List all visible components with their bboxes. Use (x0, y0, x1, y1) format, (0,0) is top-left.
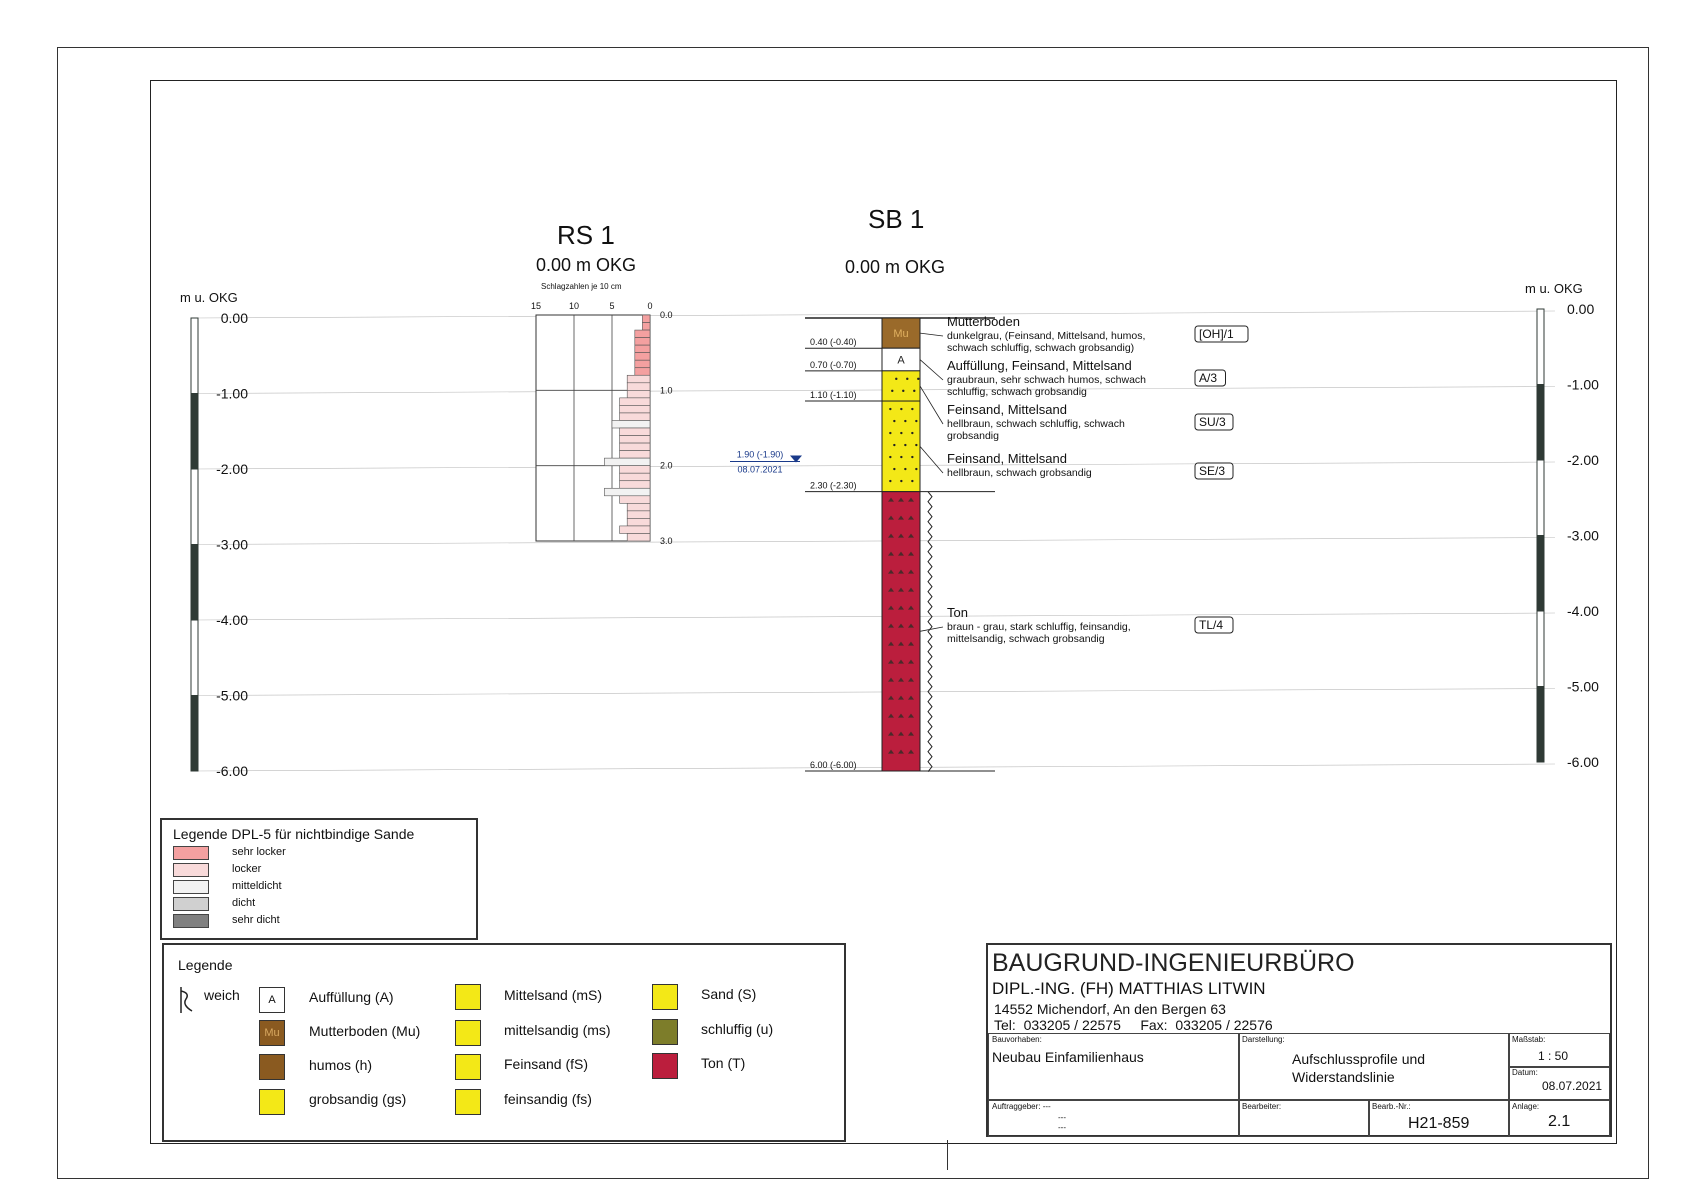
rs1-blow-bar (604, 458, 650, 466)
dpl-swatch-dicht (173, 897, 209, 911)
rs1-blow-bar (620, 405, 650, 413)
sb1-layer-code (1195, 463, 1233, 479)
weich-label: weich (204, 987, 240, 1003)
sand-dot (915, 444, 917, 446)
rs1-title: RS 1 (557, 220, 615, 250)
dpl-legend (160, 818, 478, 940)
grid-line (195, 462, 1555, 469)
sand-dot (900, 456, 902, 458)
mutterboden-symbol: Mu (259, 1020, 285, 1046)
bearbnr-value: H21-859 (1408, 1115, 1470, 1132)
auftraggeber-line2: --- (1058, 1123, 1066, 1132)
sb1-layer-desc: graubraun, sehr schwach humos, schwach (947, 374, 1147, 386)
scale-tick-label: -3.00 (216, 536, 248, 553)
dpl-label-mitteldicht: mitteldicht (232, 880, 282, 892)
sb1-elevation: 0.00 m OKG (845, 257, 946, 277)
rs1-blow-bar (627, 383, 650, 391)
scale-tick-label: -6.00 (216, 763, 248, 779)
legend-feinsand: Feinsand (fS) (504, 1056, 589, 1072)
rs1-blow-bar (635, 368, 650, 376)
sand-dot (904, 468, 906, 470)
rs1-blow-bar (635, 345, 650, 353)
sb1-layer-desc: hellbraun, schwach schluffig, schwach (947, 418, 1125, 430)
dpl-label-sehr-dicht: sehr dicht (232, 914, 280, 926)
auftraggeber-line1: --- (1058, 1113, 1066, 1122)
soil-legend (162, 943, 846, 1142)
grobsandig-symbol (259, 1089, 285, 1115)
grid-line (195, 311, 1555, 318)
rs1-blow-bar (635, 338, 650, 346)
sb1-layer-code (1195, 617, 1233, 633)
rs1-blow-bar (627, 518, 650, 526)
legend-mittelsand: Mittelsand (mS) (504, 987, 603, 1003)
scale-segment (191, 318, 198, 394)
legend-schluffig: schluffig (u) (701, 1021, 774, 1037)
legend-humos: humos (h) (309, 1057, 373, 1073)
code-text: SU/3 (1199, 415, 1226, 429)
sb1-layer-desc: schwach schluffig, schwach grobsandig) (947, 342, 1135, 354)
datum-label: Datum: (1512, 1068, 1538, 1077)
rs1-blow-bar (627, 511, 650, 519)
rs1-blow-bar (612, 420, 650, 428)
sand-dot (893, 420, 895, 422)
company-address: 14552 Michendorf, An den Bergen 63 (994, 1001, 1226, 1017)
water-date-label: 08.07.2021 (737, 464, 783, 475)
water-level-label: 1.90 (-1.90) (736, 449, 784, 460)
datum-value: 08.07.2021 (1542, 1079, 1603, 1093)
massstab-value: 1 : 50 (1538, 1049, 1569, 1063)
scale-tick-label: -1.00 (1567, 376, 1599, 393)
rs1-blow-bar (604, 488, 650, 496)
sb1-layer-name: Feinsand, Mittelsand (947, 451, 1067, 466)
scale-segment (1537, 460, 1544, 536)
sand-dot (889, 480, 891, 482)
rs1-depth-tick: 1.0 (660, 385, 673, 396)
sand-dot (900, 480, 902, 482)
sb1-layer-desc: schluffig, schwach grobsandig (947, 386, 1087, 398)
sand-dot (895, 378, 897, 380)
feinsand-symbol (455, 1054, 481, 1080)
scale-tick-label: -2.00 (216, 461, 248, 477)
rs1-penetration-chart (531, 301, 673, 546)
frame-divider (947, 1140, 948, 1170)
right-scale-unit: m u. OKG (1525, 281, 1583, 296)
rs1-blow-bar (642, 323, 650, 331)
sand-dot (902, 390, 904, 392)
grid-line (195, 613, 1555, 620)
scale-tick-label: 0.00 (1567, 301, 1595, 317)
sb1-layer-name: Feinsand, Mittelsand (947, 402, 1067, 417)
schluffig-symbol (652, 1019, 678, 1045)
dpl-label-sehr-locker: sehr locker (232, 846, 286, 858)
scale-tick-label: -6.00 (1567, 754, 1599, 770)
humos-symbol (259, 1054, 285, 1080)
sand-dot (900, 432, 902, 434)
rs1-blow-bar (620, 398, 650, 406)
dpl-label-locker: locker (232, 863, 262, 875)
sand-dot (889, 456, 891, 458)
sand-dot (889, 408, 891, 410)
feinsandig-symbol (455, 1089, 481, 1115)
rs1-elevation: 0.00 m OKG (536, 255, 637, 275)
dpl-label-dicht: dicht (232, 897, 256, 909)
rs1-x-tick: 5 (609, 301, 615, 311)
code-text: TL/4 (1199, 618, 1224, 632)
sand-dot (913, 390, 915, 392)
sand-dot (900, 408, 902, 410)
sand-dot (889, 432, 891, 434)
auftraggeber-label: Auftraggeber: --- (992, 1102, 1051, 1111)
soil-legend-title: Legende (178, 957, 233, 973)
bauvorhaben-value: Neubau Einfamilienhaus (992, 1049, 1144, 1065)
rs1-blow-bar (627, 533, 650, 541)
sb1-layer-symbol: A (897, 354, 905, 367)
rs1-x-tick: 0 (647, 301, 653, 311)
scale-tick-label: -5.00 (1567, 678, 1599, 695)
rs1-blow-bar (620, 466, 650, 474)
rs1-blow-bar (620, 473, 650, 481)
rs1-blow-bar (620, 413, 650, 421)
scale-tick-label: -1.00 (216, 385, 248, 402)
bearbnr-label: Bearb.-Nr.: (1372, 1102, 1411, 1111)
scale-tick-label: -4.00 (1567, 603, 1599, 619)
sb1-depth-label: 2.30 (-2.30) (810, 480, 857, 491)
sb1-depth-label: 0.40 (-0.40) (810, 337, 857, 348)
rs1-depth-tick: 2.0 (660, 460, 673, 471)
massstab-label: Maßstab: (1512, 1035, 1546, 1044)
sand-dot (904, 444, 906, 446)
sand-dot (893, 468, 895, 470)
scale-segment (191, 394, 198, 470)
anlage-label: Anlage: (1512, 1102, 1540, 1111)
dpl-swatch-sehr-dicht (173, 914, 209, 928)
legend-auffuellung: Auffüllung (A) (309, 989, 394, 1005)
sand-dot (904, 420, 906, 422)
sand-dot (917, 378, 919, 380)
scale-tick-label: -3.00 (1567, 527, 1599, 544)
legend-ton: Ton (T) (701, 1055, 746, 1071)
sb1-leader (920, 333, 943, 336)
weich-icon (178, 985, 198, 1015)
sb1-layer-name: Ton (947, 605, 968, 620)
legend-mittelsandig: mittelsandig (ms) (504, 1022, 611, 1038)
left-scale-unit: m u. OKG (180, 290, 238, 305)
scale-segment (1537, 536, 1544, 612)
sb1-layer-code (1195, 326, 1248, 342)
sb1-layer-desc: hellbraun, schwach grobsandig (947, 467, 1092, 479)
rs1-blow-bar (635, 353, 650, 361)
sand-dot (911, 408, 913, 410)
mittelsand-symbol (455, 984, 481, 1010)
darstellung-line1: Aufschlussprofile und (1292, 1051, 1426, 1067)
sb1-title: SB 1 (868, 204, 925, 234)
sand-dot (911, 480, 913, 482)
rs1-x-tick: 15 (530, 301, 542, 311)
sb1-layer-name: Auffüllung, Feinsand, Mittelsand (947, 358, 1132, 373)
rs1-blow-bar (620, 436, 650, 444)
darstellung-label: Darstellung: (1242, 1035, 1285, 1044)
sb1-leader (920, 386, 943, 424)
rs1-blow-bar (635, 330, 650, 338)
sand-dot (915, 468, 917, 470)
sb1-depth-label: 0.70 (-0.70) (810, 359, 857, 370)
company-name: BAUGRUND-INGENIEURBÜRO (992, 949, 1355, 977)
dpl-swatch-sehr-locker (173, 846, 209, 860)
sand-dot (915, 420, 917, 422)
code-text: [OH]/1 (1199, 327, 1234, 341)
sb1-layer-desc: mittelsandig, schwach grobsandig (947, 633, 1105, 645)
grid-line (195, 387, 1555, 394)
rs1-depth-tick: 3.0 (660, 536, 673, 546)
scale-segment (191, 696, 198, 772)
bauvorhaben-label: Bauvorhaben: (992, 1035, 1042, 1044)
legend-feinsandig: feinsandig (fs) (504, 1091, 592, 1107)
scale-tick-label: 0.00 (220, 310, 248, 326)
rs1-blow-bar (642, 315, 650, 323)
dpl-swatch-locker (173, 863, 209, 877)
scale-segment (1537, 385, 1544, 461)
ton-symbol (652, 1053, 678, 1079)
anlage-value: 2.1 (1548, 1113, 1571, 1130)
sb1-layer-desc: dunkelgrau, (Feinsand, Mittelsand, humos, (947, 330, 1146, 342)
rs1-blow-bar (635, 360, 650, 368)
grid-line (195, 689, 1555, 696)
engineer-name: DIPL.-ING. (FH) MATTHIAS LITWIN (992, 979, 1266, 998)
scale-tick-label: -5.00 (216, 687, 248, 704)
weich-wave (928, 492, 932, 772)
rs1-blow-bar (620, 428, 650, 436)
rs1-blow-bar (627, 375, 650, 383)
legend-mutterboden: Mutterboden (Mu) (309, 1023, 421, 1039)
rs1-blow-bar (627, 390, 650, 398)
depth-grid (195, 311, 1555, 771)
company-contact: Tel: 033205 / 22575 Fax: 033205 / 22576 (994, 1017, 1273, 1033)
right-depth-scale (1537, 301, 1599, 770)
sb1-depth-label: 1.10 (-1.10) (810, 390, 857, 401)
scale-segment (191, 545, 198, 621)
sand-symbol (652, 984, 678, 1010)
grid-line (195, 538, 1555, 545)
sb1-leader (920, 446, 943, 473)
sb1-layer-symbol: Mu (893, 328, 909, 341)
legend-grobsandig: grobsandig (gs) (309, 1091, 407, 1107)
auffuellung-symbol: A (259, 987, 285, 1013)
title-block (986, 943, 1612, 1137)
scale-tick-label: -4.00 (216, 612, 248, 628)
rs1-blow-bar (620, 451, 650, 459)
rs1-blow-bar (627, 503, 650, 511)
rs1-blow-bar (620, 443, 650, 451)
bearbeiter-label: Bearbeiter: (1242, 1102, 1282, 1111)
rs1-axis-caption: Schlagzahlen je 10 cm (541, 282, 622, 291)
sb1-layer-desc: braun - grau, stark schluffig, feinsandig, (947, 621, 1131, 633)
sb1-borehole-column (730, 314, 1248, 772)
sb1-layer-code (1195, 370, 1226, 386)
sand-dot (906, 378, 908, 380)
legend-sand: Sand (S) (701, 986, 757, 1002)
sand-dot (911, 432, 913, 434)
scale-segment (1537, 309, 1544, 385)
scale-segment (1537, 687, 1544, 763)
scale-tick-label: -2.00 (1567, 452, 1599, 468)
scale-segment (191, 620, 198, 696)
sand-dot (893, 444, 895, 446)
dpl-swatch-mitteldicht (173, 880, 209, 894)
sb1-layer-code (1195, 414, 1233, 430)
rs1-blow-bar (620, 481, 650, 489)
scale-segment (191, 469, 198, 545)
sb1-depth-label: 6.00 (-6.00) (810, 760, 857, 770)
sand-dot (911, 456, 913, 458)
scale-segment (1537, 611, 1544, 687)
mittelsandig-symbol (455, 1020, 481, 1046)
rs1-blow-bar (620, 526, 650, 534)
code-text: A/3 (1199, 371, 1218, 385)
grid-line (195, 764, 1555, 771)
sb1-layer (882, 371, 920, 401)
sb1-leader (920, 360, 943, 380)
dpl-legend-title: Legende DPL-5 für nichtbindige Sande (173, 826, 415, 842)
rs1-x-tick: 10 (568, 301, 580, 311)
sb1-layer-desc: grobsandig (947, 430, 999, 442)
rs1-depth-tick: 0.0 (660, 310, 673, 320)
sb1-layer (882, 401, 920, 492)
sb1-layer-name: Mutterboden (947, 314, 1020, 329)
sb1-layer (882, 492, 920, 771)
darstellung-line2: Widerstandslinie (1292, 1069, 1395, 1085)
code-text: SE/3 (1199, 464, 1226, 478)
rs1-blow-bar (620, 496, 650, 504)
sand-dot (891, 390, 893, 392)
